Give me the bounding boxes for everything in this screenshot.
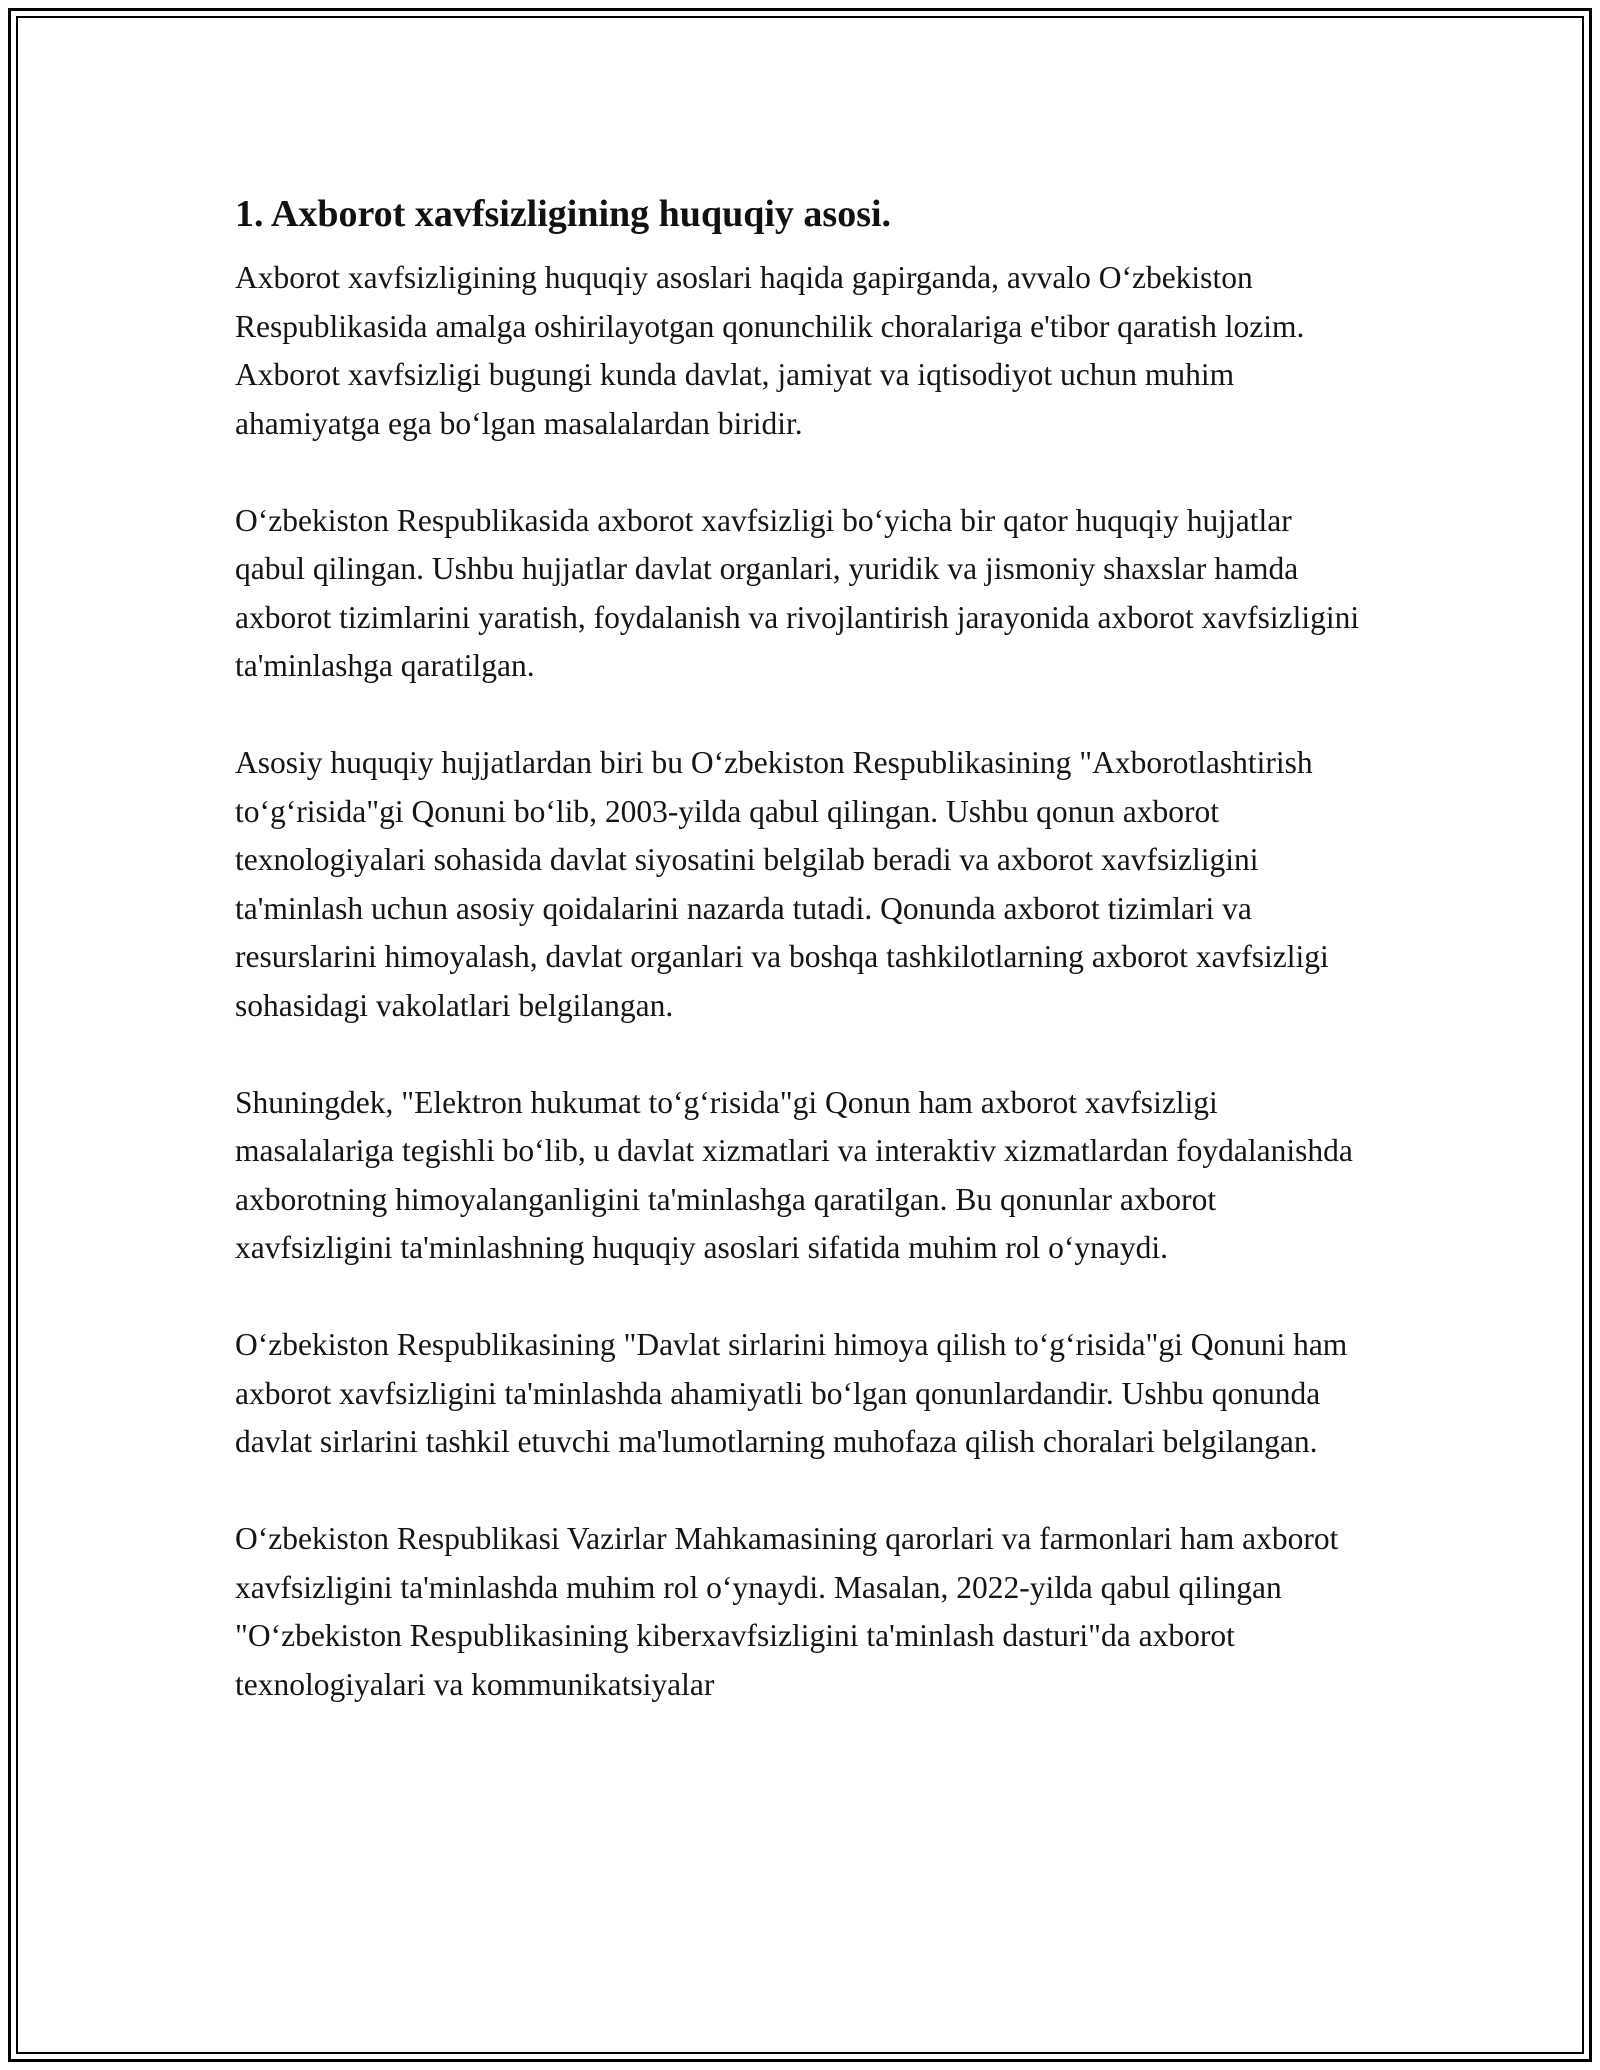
document-body xyxy=(235,186,1365,1758)
paragraph-2: O‘zbekiston Respublikasida axborot xavfsizligi bo‘yicha bir qator huquqiy hujjatlar qabul qilingan. Ushbu hujjatlar davlat organlari, yuridik va jismoniy shaxslar hamda axborot tizimlarini yaratish, foydalanish va rivojlantirish jarayonida axborot xavfsizligini ta'minlashga qaratilgan. xyxy=(235,502,1360,683)
paragraph-6: O‘zbekiston Respublikasi Vazirlar Mahkamasining qarorlari va farmonlari ham axborot xavfsizligini ta'minlashda muhim rol o‘ynaydi. Masalan, 2022-yilda qabul qilingan "O‘zbekiston Respublikasining kiberxavfsizligini ta'minlash dasturi"da axborot texnologiyalari va kommunikatsiyalar xyxy=(235,1521,1339,1702)
paragraph-1: Axborot xavfsizligining huquqiy asoslari haqida gapirganda, avvalo O‘zbekiston Respublikasida amalga oshirilayotgan qonunchilik choralariga e'tibor qaratish lozim. Axborot xavfsizligi bugungi kunda davlat, jamiyat va iqtisodiyot uchun muhim ahamiyatga ega bo‘lgan masalalardan biridir. xyxy=(235,260,1305,441)
paragraph-3: Asosiy huquqiy hujjatlardan biri bu O‘zbekiston Respublikasining "Axborotlashtirish to‘g‘risida"gi Qonuni bo‘lib, 2003-yilda qabul qilingan. Ushbu qonun axborot texnologiyalari sohasida davlat siyosatini belgilab beradi va axborot xavfsizligini ta'minlash uchun asosiy qoidalarini nazarda tutadi. Qonunda axborot tizimlari va resurslarini himoyalash, davlat organlari va boshqa tashkilotlarning axborot xavfsizligi sohasidagi vakolatlari belgilangan. xyxy=(235,745,1329,1023)
paragraph-5: O‘zbekiston Respublikasining "Davlat sirlarini himoya qilish to‘g‘risida"gi Qonuni ham axborot xavfsizligini ta'minlashda ahamiyatli bo‘lgan qonunlardandir. Ushbu qonunda davlat sirlarini tashkil etuvchi ma'lumotlarning muhofaza qilish choralari belgilangan. xyxy=(235,1327,1348,1459)
section-heading: 1. Axborot xavfsizligining huquqiy asosi. xyxy=(235,193,892,235)
paragraph-4: Shuningdek, "Elektron hukumat to‘g‘risida"gi Qonun ham axborot xavfsizligi masalalariga tegishli bo‘lib, u davlat xizmatlari va interaktiv xizmatlardan foydalanishda axborotning himoyalanganligini ta'minlashga qaratilgan. Bu qonunlar axborot xavfsizligini ta'minlashning huquqiy asoslari sifatida muhim rol o‘ynaydi. xyxy=(235,1084,1353,1265)
